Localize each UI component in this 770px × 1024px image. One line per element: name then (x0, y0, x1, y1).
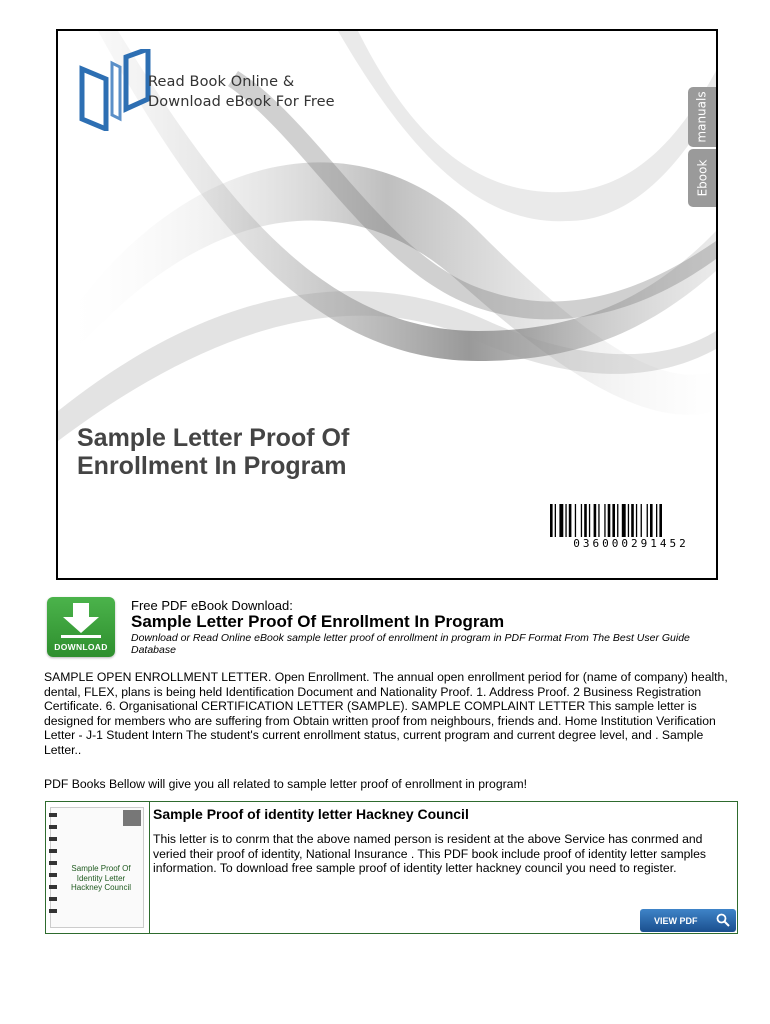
body-paragraph: SAMPLE OPEN ENROLLMENT LETTER. Open Enrollment. The annual open enrollment period for (name of company) health, dental, FLEX, plans is being held Identification Document and Nationality Proof. 1. Address Proof. 2 Business Registration Certificate. 6. Organisational CERTIFICATION LETTER (SAMPLE). SAMPLE COMPLAINT LETTER This sample letter is designed for members who are suffering from Obtain written proof from neighbours, friends and. Home Institution Verification Letter - J-1 Student Intern The student's current enrollment status, current program and current degree level, and . Sample Letter.. (44, 670, 728, 757)
book-logo-icon (76, 49, 156, 131)
thumbnail-image (123, 810, 141, 826)
barcode-bar (631, 504, 634, 540)
barcode-bar (659, 504, 662, 540)
book-title[interactable]: Sample Proof of identity letter Hackney Council (153, 806, 469, 822)
book-description: This letter is to conrm that the above named person is resident at the above Service has conrmed and veried their proof of identity, National Insurance . This PDF book include proof of identity letter samples information. To download free sample proof of identity letter hackney council you need to register. (153, 832, 707, 875)
view-pdf-button[interactable] (640, 909, 736, 932)
free-download-label: Free PDF eBook Download: (131, 598, 293, 613)
barcode-bar (594, 504, 597, 540)
book-thumbnail[interactable] (46, 802, 150, 933)
barcode-bar (550, 504, 553, 540)
thumbnail-title (59, 864, 143, 893)
tab-manuals-label: manuals (695, 91, 710, 143)
barcode-bar (575, 504, 576, 540)
barcode-bar (650, 504, 653, 540)
barcode-bar (559, 504, 563, 540)
ebook-cover (56, 29, 718, 580)
barcode-bar (555, 504, 556, 540)
barcode-bar (584, 504, 587, 540)
barcode-bar (647, 504, 648, 540)
barcode-number: 036000291452 (548, 537, 714, 550)
cover-title (77, 424, 349, 480)
download-icon-label: DOWNLOAD (54, 642, 108, 652)
logo-text (148, 72, 335, 112)
barcode-bar (569, 504, 572, 540)
download-arrow-icon (47, 597, 115, 641)
barcode-bar (617, 504, 618, 540)
barcode-bar (641, 504, 642, 540)
barcode-bar (608, 504, 611, 540)
barcode-bar (604, 504, 605, 540)
related-books-line: PDF Books Bellow will give you all related to sample letter proof of enrollment in program! (44, 777, 527, 791)
barcode-bar (628, 504, 629, 540)
barcode-bar (656, 504, 657, 540)
side-tabs (688, 87, 716, 209)
logo-line-1: Read Book Online & (148, 74, 295, 90)
barcode-bar (598, 504, 599, 540)
logo-line-2: Download eBook For Free (148, 94, 335, 110)
page-subtitle: Download or Read Online eBook sample letter proof of enrollment in program in PDF Format From The Best User Guide Database (131, 632, 690, 656)
thumbnail-line-2: Identity Letter (76, 873, 126, 883)
tab-manuals (688, 87, 716, 147)
thumbnail-page (50, 807, 144, 928)
book-card (45, 801, 738, 934)
spiral-binding-icon (49, 811, 57, 923)
barcode-bar (565, 504, 566, 540)
cover-title-line-2: Enrollment In Program (77, 452, 347, 480)
thumbnail-line-1: Sample Proof Of (71, 864, 131, 873)
tab-ebook (688, 149, 716, 207)
page-title: Sample Letter Proof Of Enrollment In Program (131, 612, 505, 631)
cover-wave-art (58, 31, 716, 578)
barcode-bar (589, 504, 590, 540)
barcode-bar (581, 504, 582, 540)
view-pdf-label: VIEW PDF (654, 915, 698, 926)
thumbnail-line-3: Hackney Council (70, 883, 132, 892)
magnifier-icon (716, 913, 730, 927)
barcode-bar (636, 504, 637, 540)
barcode-bar (622, 504, 626, 540)
download-icon[interactable] (47, 597, 115, 657)
tab-ebook-label: Ebook (695, 159, 709, 197)
barcode-bar (612, 504, 615, 540)
cover-title-line-1: Sample Letter Proof Of (77, 424, 350, 452)
